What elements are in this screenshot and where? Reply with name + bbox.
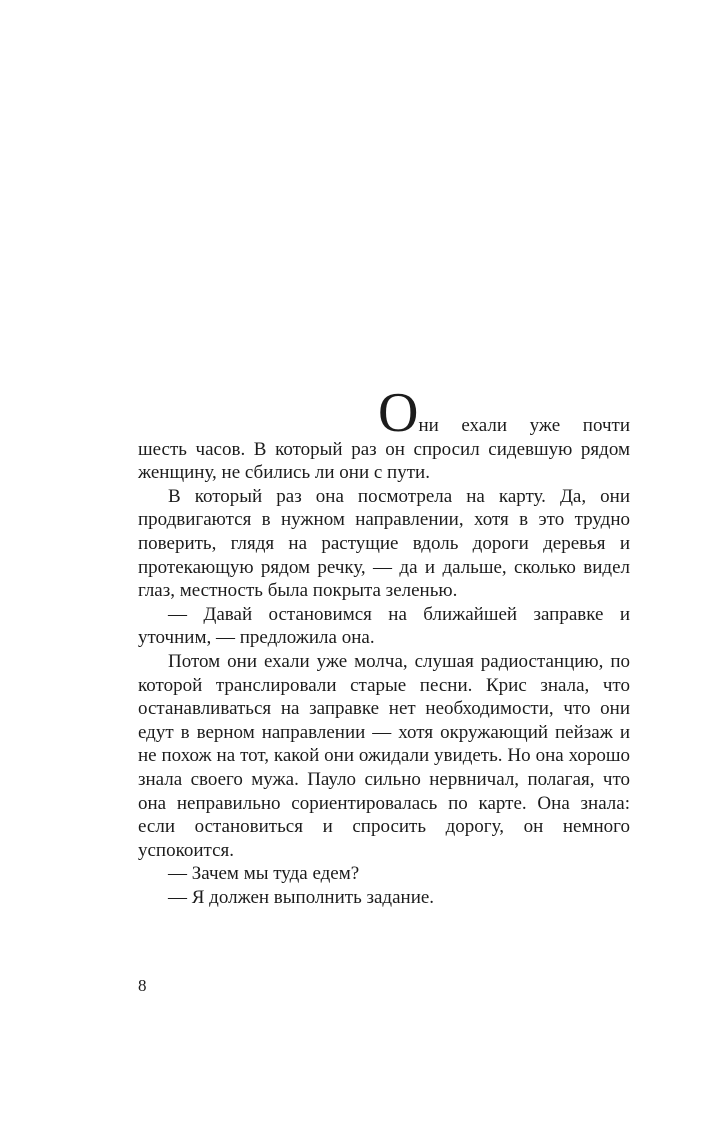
text-block [138,382,630,909]
page-number: 8 [138,976,147,995]
paragraph: В который раз она посмотрела на карту. Да, они продвигаются в нужном направлении, хотя в это трудно поверить, глядя на растущие вдоль дороги деревья и протекающую рядом речку, — да и дальше, сколько видел глаз, местность была покрыта зеленью. [138,485,630,602]
paragraph-dialogue: — Я должен выполнить задание. [168,886,435,908]
paragraph-dialogue: — Зачем мы туда едем? [168,863,360,885]
paragraph: Потом они ехали уже молча, слушая радиостанцию, по которой транслировали старые песни. Крис знала, что останавливаться на заправке нет необходимости, что они едут в верном направлении — хотя окружающий пейзаж и не похож на тот, какой они ожидали увидеть. Но она хорошо знала своего мужа. Пауло сильно нервничал, полагая, что она неправильно сориентировалась по карте. Она знала: если остановиться и спросить дорогу, он немного успокоится. [138,650,630,861]
chapter-initial: О [378,382,419,444]
paragraph-opening [138,382,630,485]
paragraph-dialogue: — Давай остановимся на ближайшей заправке и уточним, — предложила она. [138,603,630,649]
paragraph-text: ни ехали уже почти шесть часов. В который раз он спросил сидевшую рядом женщину, не сбились ли они с пути. [138,415,630,484]
